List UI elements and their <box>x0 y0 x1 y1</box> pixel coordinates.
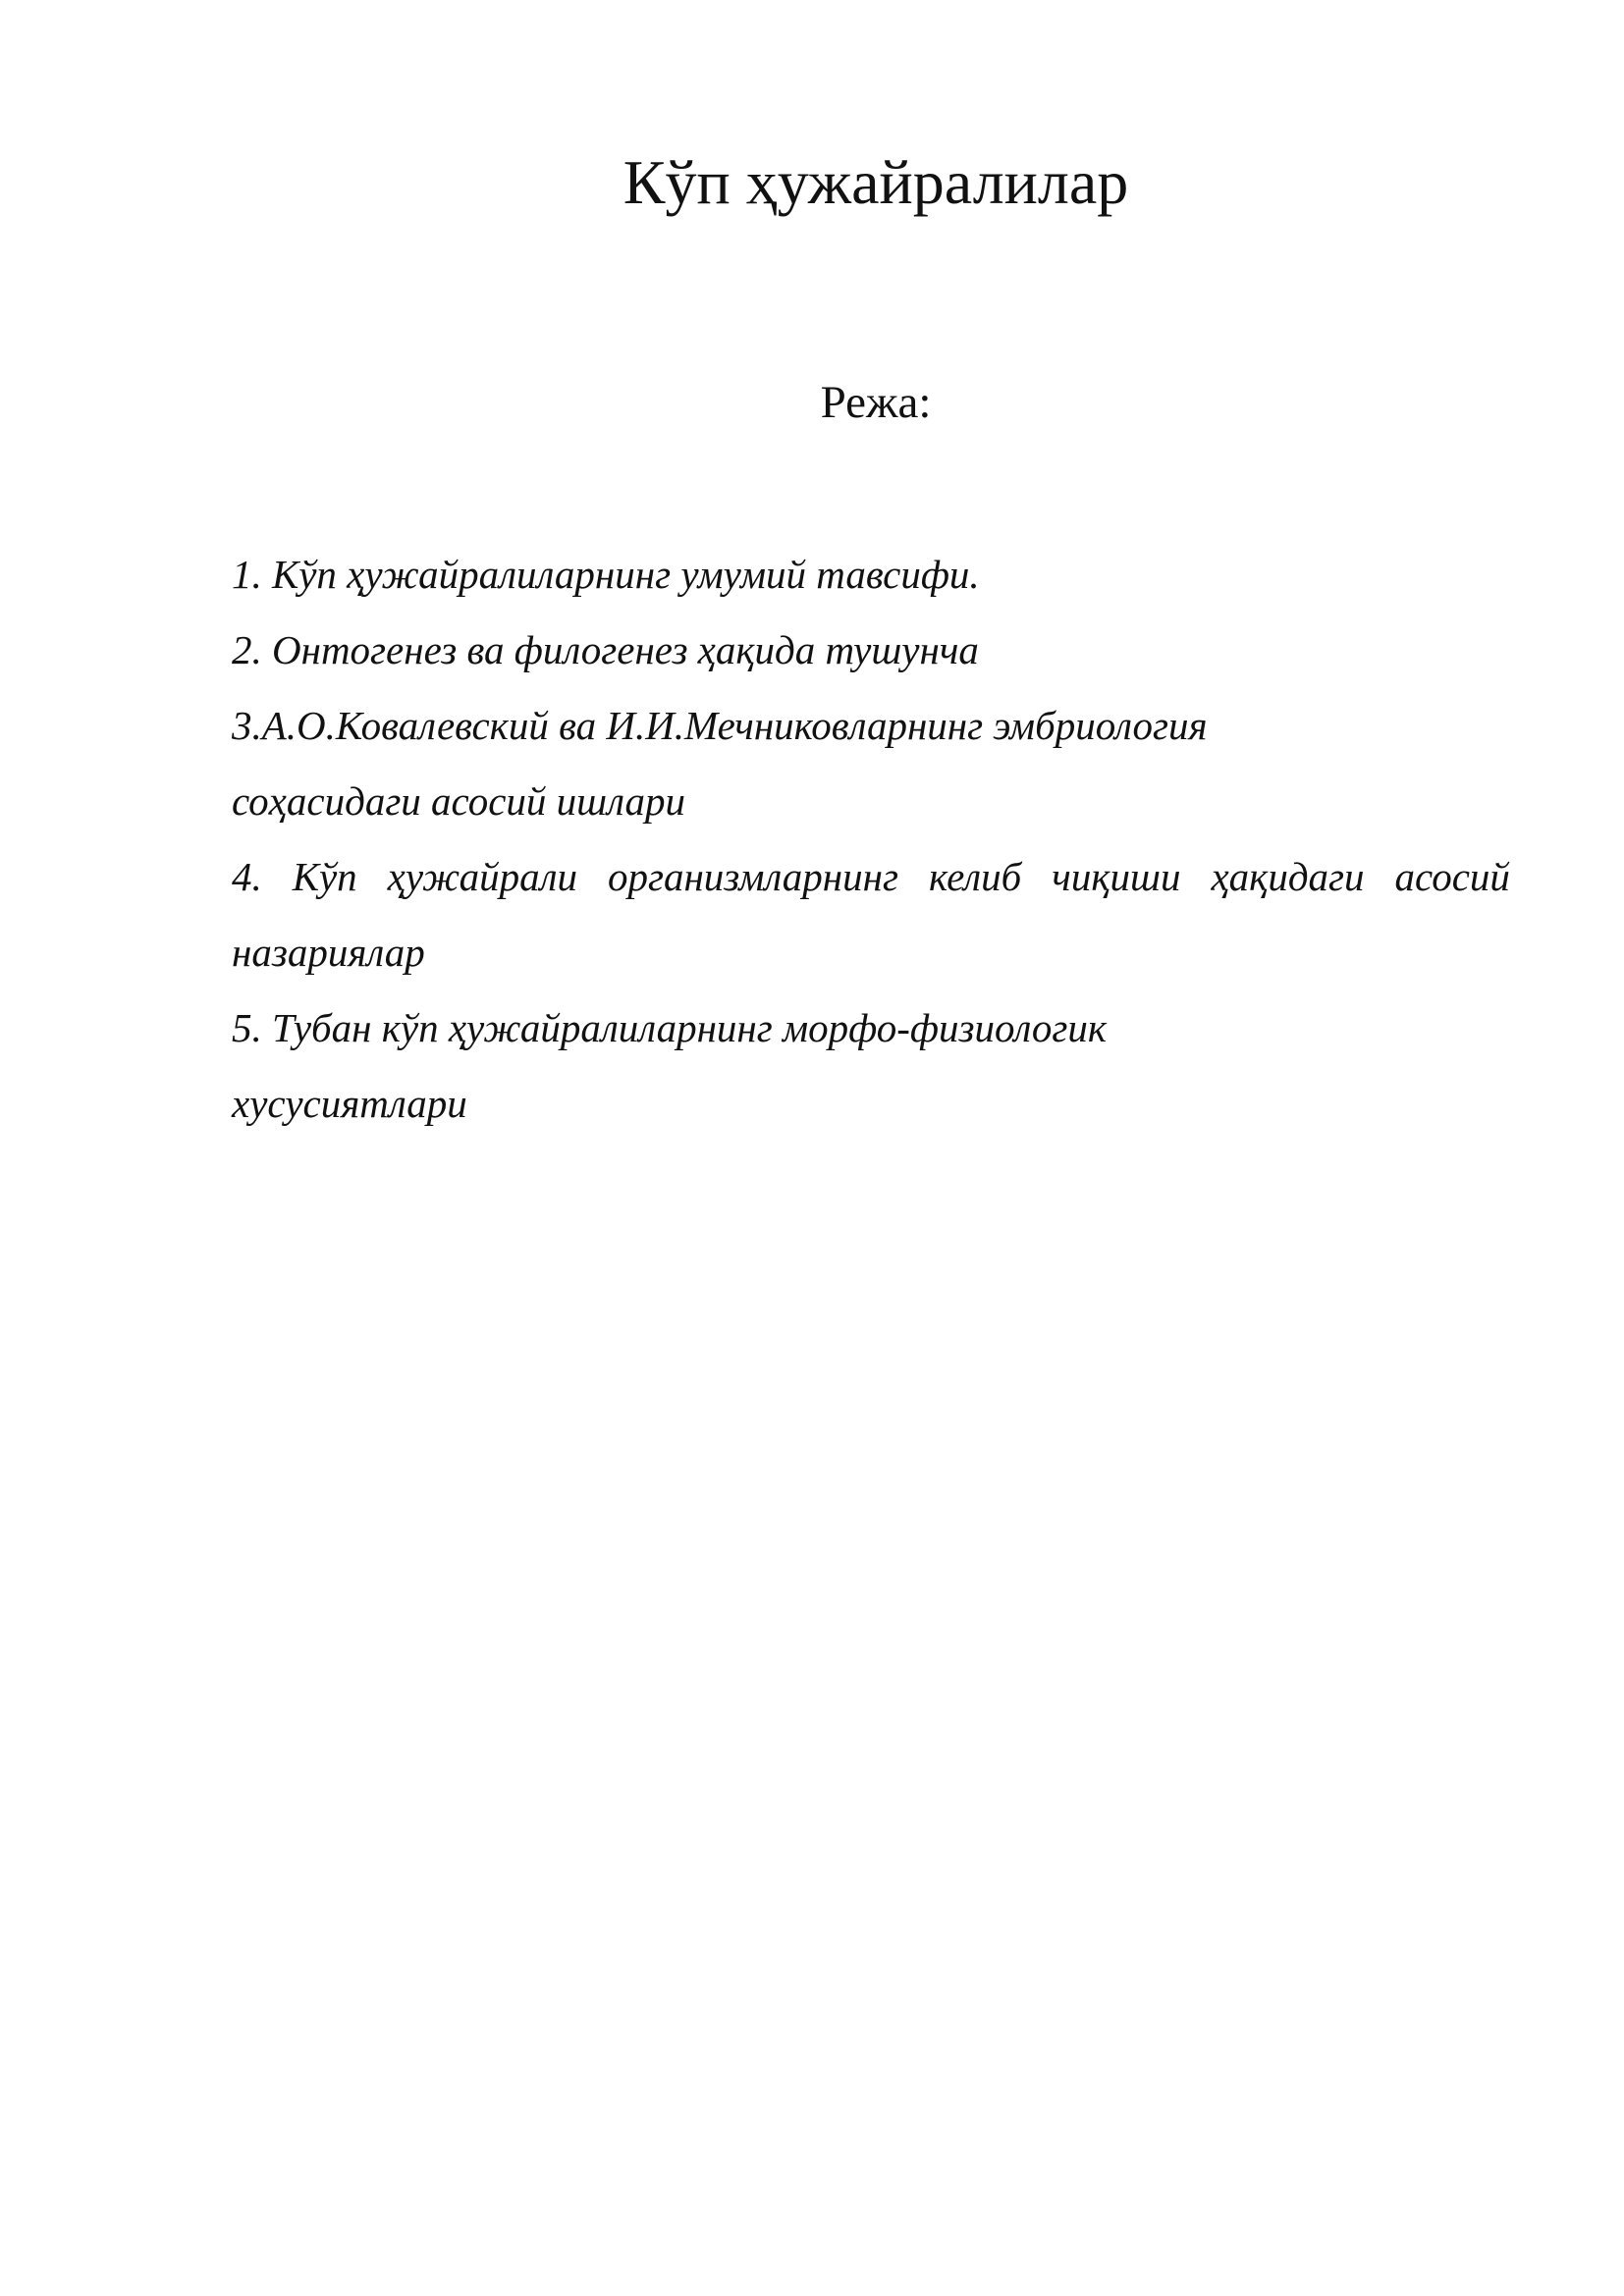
plan-item-3-continuation: соҳасидаги асосий ишлари <box>232 778 686 824</box>
plan-list <box>232 545 1510 1149</box>
plan-heading: Режа: <box>820 377 932 428</box>
plan-item-4-word: асосий <box>1394 854 1510 899</box>
plan-item-4-word: ҳақидаги <box>1211 854 1365 899</box>
plan-item-4-word: ҳужайрали <box>387 854 577 899</box>
plan-item-4-word: 4. <box>232 854 262 899</box>
plan-item-4 <box>232 847 1510 923</box>
plan-item-5: 5. Тубан кўп ҳужайралиларнинг морфо-физиологик <box>232 1005 1108 1050</box>
plan-item-5-continuation: хусусиятлари <box>232 1081 467 1126</box>
plan-item-2: 2. Онтогенез ва филогенез ҳақида тушунча <box>232 627 979 672</box>
plan-item-4-word: организмларнинг <box>607 854 898 899</box>
plan-item-3: 3.А.О.Ковалевский ва И.И.Мечниковларнинг эмбриология <box>232 703 1208 748</box>
plan-item-4-word: чиқиши <box>1052 854 1181 899</box>
plan-item-1: 1. Кўп ҳужайралиларнинг умумий тавсифи. <box>232 552 980 597</box>
plan-item-4-continuation: назариялар <box>232 930 425 975</box>
plan-item-4-word: Кўп <box>292 854 357 899</box>
document-title: Кўп ҳужайралилар <box>623 147 1129 217</box>
plan-item-4-word: келиб <box>928 854 1022 899</box>
